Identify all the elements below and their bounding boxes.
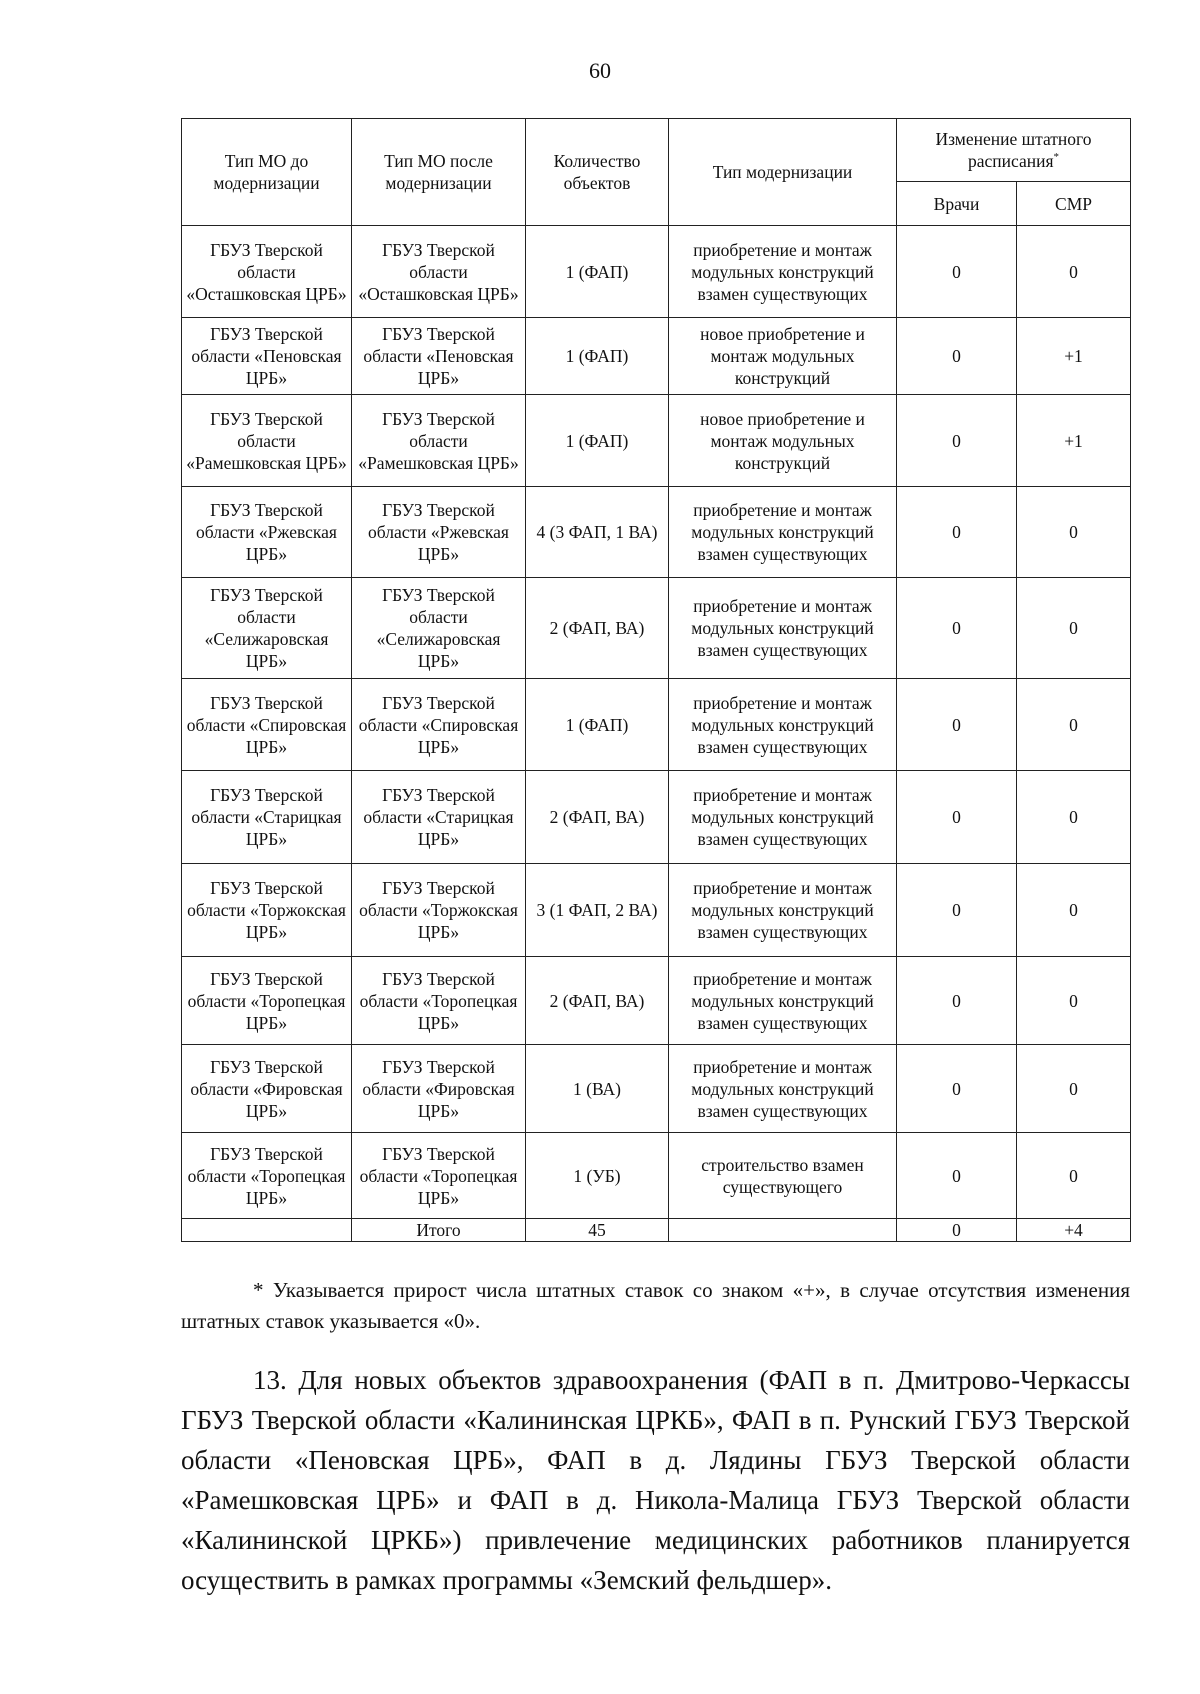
cell-count: 1 (ВА) [526,1045,669,1133]
cell-modernization-type: приобретение и монтаж модульных конструкций взамен существующих [669,771,897,864]
cell-smp: +1 [1017,318,1131,395]
header-type-before: Тип МО до модернизации [182,119,352,226]
cell-doctors: 0 [897,1133,1017,1219]
cell-modernization-type: приобретение и монтаж модульных конструкций взамен существующих [669,679,897,771]
cell-type-after: ГБУЗ Тверской области «Фировская ЦРБ» [352,1045,526,1133]
table-row [182,395,1131,487]
cell-count: 1 (ФАП) [526,318,669,395]
cell-doctors: 0 [897,395,1017,487]
total-doctors: 0 [897,1219,1017,1242]
header-doctors: Врачи [897,182,1017,226]
table-body [182,226,1131,1242]
modernization-table [181,118,1131,1242]
cell-modernization-type: приобретение и монтаж модульных конструкций взамен существующих [669,1045,897,1133]
total-row [182,1219,1131,1242]
cell-modernization-type: приобретение и монтаж модульных конструкций взамен существующих [669,864,897,957]
cell-count: 1 (ФАП) [526,226,669,318]
cell-type-before: ГБУЗ Тверской области «Фировская ЦРБ» [182,1045,352,1133]
cell-type-before: ГБУЗ Тверской области «Спировская ЦРБ» [182,679,352,771]
cell-count: 2 (ФАП, ВА) [526,771,669,864]
total-cell-empty [669,1219,897,1242]
page-number: 60 [589,58,611,83]
cell-smp: 0 [1017,578,1131,679]
cell-smp: 0 [1017,1133,1131,1219]
cell-type-before: ГБУЗ Тверской области «Торжокская ЦРБ» [182,864,352,957]
cell-type-before: ГБУЗ Тверской области «Рамешковская ЦРБ» [182,395,352,487]
cell-doctors: 0 [897,1045,1017,1133]
total-cell-empty [182,1219,352,1242]
total-smp: +4 [1017,1219,1131,1242]
table-row [182,487,1131,578]
header-count: Количество объектов [526,119,669,226]
cell-doctors: 0 [897,578,1017,679]
table-row [182,864,1131,957]
table-row [182,226,1131,318]
cell-modernization-type: приобретение и монтаж модульных конструкций взамен существующих [669,578,897,679]
cell-doctors: 0 [897,487,1017,578]
cell-smp: 0 [1017,226,1131,318]
cell-count: 2 (ФАП, ВА) [526,957,669,1045]
cell-type-after: ГБУЗ Тверской области «Пеновская ЦРБ» [352,318,526,395]
total-count: 45 [526,1219,669,1242]
body-paragraph: 13. Для новых объектов здравоохранения (ФАП в п. Дмитрово-Черкассы ГБУЗ Тверской области «Калининская ЦРКБ», ФАП в п. Рунский ГБУЗ Тверской области «Пеновская ЦРБ», ФАП в д. Лядины ГБУЗ Тверской области «Рамешковская ЦРБ» и ФАП в д. Никола-Малица ГБУЗ Тверской области «Калининской ЦРКБ») привлечение медицинских работников планируется осуществить в рамках программы «Земский фельдшер». [181,1365,1130,1595]
header-footnote-mark: * [1053,151,1060,164]
header-smp: СМР [1017,182,1131,226]
cell-smp: 0 [1017,864,1131,957]
cell-type-after: ГБУЗ Тверской области «Торопецкая ЦРБ» [352,957,526,1045]
cell-smp: 0 [1017,957,1131,1045]
cell-count: 3 (1 ФАП, 2 ВА) [526,864,669,957]
header-type-after: Тип МО после модернизации [352,119,526,226]
table-row [182,957,1131,1045]
cell-count: 1 (ФАП) [526,395,669,487]
cell-type-before: ГБУЗ Тверской области «Селижаровская ЦРБ» [182,578,352,679]
cell-type-before: ГБУЗ Тверской области «Ржевская ЦРБ» [182,487,352,578]
cell-type-before: ГБУЗ Тверской области «Старицкая ЦРБ» [182,771,352,864]
cell-doctors: 0 [897,771,1017,864]
cell-type-before: ГБУЗ Тверской области «Осташковская ЦРБ» [182,226,352,318]
cell-type-after: ГБУЗ Тверской области «Рамешковская ЦРБ» [352,395,526,487]
header-staff-change-label: Изменение штатного расписания [935,129,1092,171]
cell-smp: 0 [1017,771,1131,864]
table-row [182,1045,1131,1133]
cell-type-before: ГБУЗ Тверской области «Торопецкая ЦРБ» [182,957,352,1045]
cell-smp: 0 [1017,1045,1131,1133]
cell-doctors: 0 [897,864,1017,957]
cell-doctors: 0 [897,679,1017,771]
cell-count: 1 (ФАП) [526,679,669,771]
cell-doctors: 0 [897,318,1017,395]
cell-count: 2 (ФАП, ВА) [526,578,669,679]
table-row [182,679,1131,771]
table-row [182,1133,1131,1219]
footnote: * Указывается прирост числа штатных ставок со знаком «+», в случае отсутствия изменения штатных ставок указывается «0». [181,1278,1130,1333]
cell-count: 1 (УБ) [526,1133,669,1219]
cell-smp: 0 [1017,679,1131,771]
total-label: Итого [352,1219,526,1242]
cell-type-after: ГБУЗ Тверской области «Осташковская ЦРБ» [352,226,526,318]
cell-modernization-type: приобретение и монтаж модульных конструкций взамен существующих [669,957,897,1045]
cell-doctors: 0 [897,226,1017,318]
table-row [182,578,1131,679]
cell-type-after: ГБУЗ Тверской области «Спировская ЦРБ» [352,679,526,771]
cell-type-before: ГБУЗ Тверской области «Торопецкая ЦРБ» [182,1133,352,1219]
cell-smp: 0 [1017,487,1131,578]
table-row [182,771,1131,864]
cell-type-after: ГБУЗ Тверской области «Селижаровская ЦРБ» [352,578,526,679]
cell-modernization-type: новое приобретение и монтаж модульных конструкций [669,395,897,487]
cell-type-after: ГБУЗ Тверской области «Ржевская ЦРБ» [352,487,526,578]
header-staff-change [897,119,1131,182]
cell-type-before: ГБУЗ Тверской области «Пеновская ЦРБ» [182,318,352,395]
cell-type-after: ГБУЗ Тверской области «Старицкая ЦРБ» [352,771,526,864]
cell-smp: +1 [1017,395,1131,487]
cell-modernization-type: строительство взамен существующего [669,1133,897,1219]
cell-modernization-type: новое приобретение и монтаж модульных конструкций [669,318,897,395]
cell-type-after: ГБУЗ Тверской области «Торопецкая ЦРБ» [352,1133,526,1219]
cell-doctors: 0 [897,957,1017,1045]
cell-modernization-type: приобретение и монтаж модульных конструкций взамен существующих [669,487,897,578]
cell-modernization-type: приобретение и монтаж модульных конструкций взамен существующих [669,226,897,318]
cell-count: 4 (3 ФАП, 1 ВА) [526,487,669,578]
cell-type-after: ГБУЗ Тверской области «Торжокская ЦРБ» [352,864,526,957]
header-modernization-type: Тип модернизации [669,119,897,226]
table-row [182,318,1131,395]
